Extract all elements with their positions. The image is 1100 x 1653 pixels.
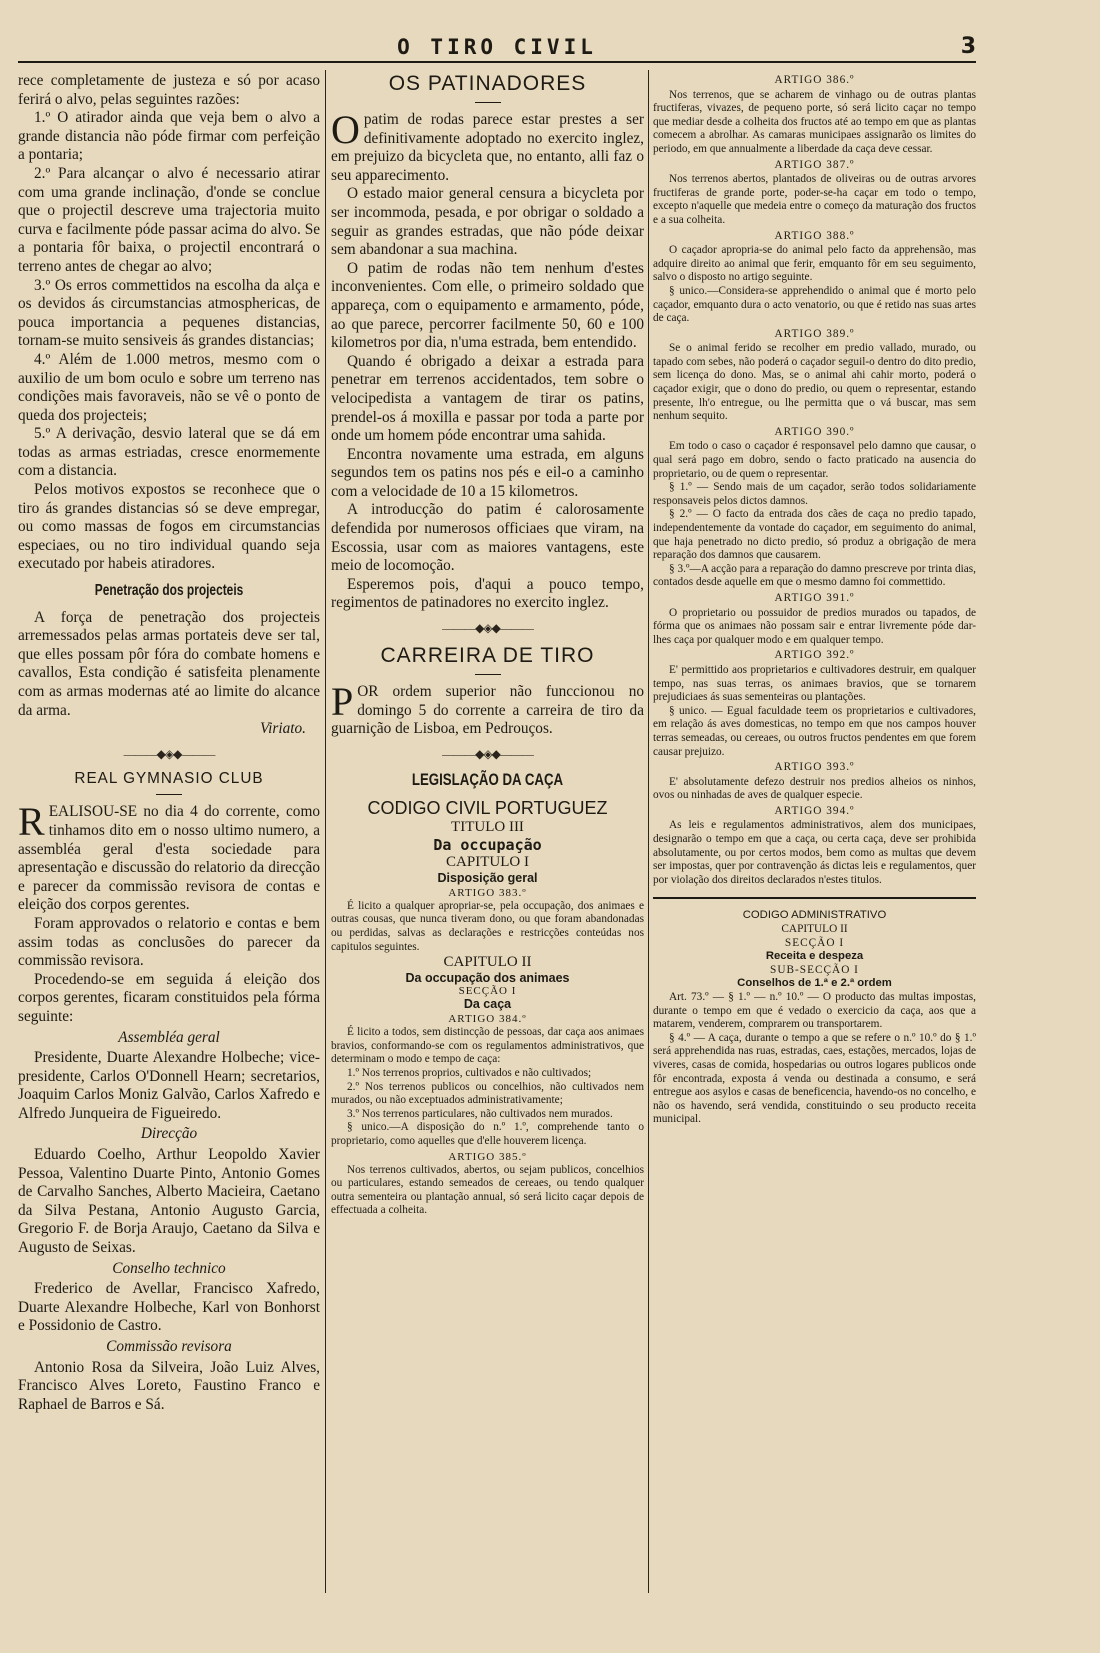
paragraph: As leis e regulamentos administrativos, alem dos municipaes, designarão o tempo em que a caça, ou certa caça, deve ser prohibida absolutamente, ou por certos modos, bem como as multas que devem ser impostas, quer por contravenção ás dictas leis e regulamentos, quer por violação dos direitos declarados n'estes titulos. bbox=[653, 819, 976, 886]
section-rule bbox=[653, 897, 976, 899]
paragraph: O proprietario ou possuidor de predios murados ou tapados, de fórma que os animaes não possam sair e entrar livremente póde dar-lhes caça por qualquer modo e em qualquer tempo. bbox=[653, 606, 976, 646]
paragraph: 1.º O atirador ainda que veja bem o alvo a grande distancia não póde firmar com perfeição a pontaria; bbox=[18, 109, 320, 164]
drop-cap: O bbox=[331, 107, 360, 152]
article-number: ARTIGO 390.º bbox=[774, 425, 855, 438]
paragraph: § 3.º—A acção para a reparação do damno prescreve por trinta dias, contados desde aquelle em que o mesmo damno foi commettido. bbox=[653, 562, 976, 589]
paragraph: 5.º A derivação, desvio lateral que se dá em todas as armas estriadas, cresce enormemente com a distancia. bbox=[18, 425, 320, 480]
paragraph: Nos terrenos cultivados, abertos, ou sejam publicos, concelhios ou particulares, estando semeados de cereaes, ou tendo qualquer outra sementeira ou plantação annual, só será licito caçar depois de effectuada a colheita. bbox=[331, 1163, 644, 1217]
paragraph: E' absolutamente defezo destruir nos predios alheios os ninhos, ovos ou ninhadas de aves de qualquer especie. bbox=[653, 775, 976, 802]
article-title: REAL GYMNASIO CLUB bbox=[74, 769, 264, 787]
paragraph: Foram approvados o relatorio e contas e bem assim todas as conclusões do parecer da commissão revisora. bbox=[18, 914, 320, 970]
paragraph: § unico. — Egual faculdade teem os proprietarios e cultivadores, em relação ás aves domesticas, no tempo em que nos campos houver terras semeadas, ou cereaes, ou outros fructos pendentes em que forem causar prejuizo. bbox=[653, 704, 976, 758]
paragraph: 4.º Além de 1.000 metros, mesmo com o auxilio de um bom oculo e sobre um terreno nas condições mais favoraveis, não se vê o ponto de queda dos projecteis; bbox=[18, 350, 320, 424]
article-title: LEGISLAÇÃO DA CAÇA bbox=[411, 769, 564, 789]
paragraph: Se o animal ferido se recolher em predio vallado, murado, ou tapado com sebes, não poderá o caçador seguil-o dentro do dito predio, sem licença do dono. Mas, se o animal ahi cahir morto, poderá o caçador exigir, que o dono do predio, ou quem o representar, estando presente, lh'o entregue, ou lhe permitta que o vá buscar, mas sem nenhum sequito. bbox=[653, 342, 976, 423]
paragraph: § unico.—Considera-se apprehendido o animal que é morto pelo caçador, emquanto dura o acto venatorio, ou que é retido nas suas artes de caça. bbox=[653, 284, 976, 325]
article-number: ARTIGO 383.º bbox=[448, 886, 527, 899]
paragraph: § 2.º — O facto da entrada dos cães de caça no predio tapado, independentemente da vontade do caçador, em seguimento do animal, que haja penetrado no dicto predio, só produz a obrigação de mera reparação dos damnos que causarem. bbox=[653, 508, 976, 562]
paragraph: É licito a todos, sem distincção de pessoas, dar caça aos animaes bravios, conformando-se com os regulamentos administrativos, que determinam o modo e tempo de caça: bbox=[331, 1026, 644, 1066]
subheading: Penetração dos projecteis bbox=[94, 582, 244, 600]
paragraph: rece completamente de justeza e só por acaso ferirá o alvo, pelas seguintes razões: bbox=[18, 72, 320, 108]
paragraph: Eduardo Coelho, Arthur Leopoldo Xavier Pessoa, Valentino Duarte Pinto, Antonio Gomes de Carvalho Sanches, Alberto Macieira, Caetano da Silva Pestana, Antonio Augusto Garcia, Gregorio F. de Borja Araujo, Caetano da Silva e Augusto de Seixas. bbox=[18, 1146, 320, 1257]
article-number: ARTIGO 387.º bbox=[774, 158, 855, 171]
paragraph: 3.º Nos terrenos particulares, não cultivados nem murados. bbox=[347, 1107, 613, 1120]
paragraph: Encontra novamente uma estrada, em alguns segundos tem os patins nos pés e eil-o a caminho com a velocidade de 10 a 15 kilometros. bbox=[331, 445, 644, 500]
paragraph: O patim de rodas não tem nenhum d'estes inconvenientes. Com elle, o primeiro soldado que appareça, com o equipamento e armamento, póde, ao que parece, percorrer facilmente 50, 60 e 100 kilometros por dia, n'uma estrada, bem entendido. bbox=[331, 259, 644, 352]
page-number: 3 bbox=[960, 34, 976, 59]
article-number: ARTIGO 384.º bbox=[448, 1013, 527, 1026]
drop-cap: P bbox=[331, 679, 354, 725]
paragraph: Pelos motivos expostos se reconhece que o tiro ás grandes distancias só se deve empregar, ou como massas de fogos em circumstancias especiaes, ou no tiro individual quando seja executado por habeis atiradores. bbox=[18, 481, 320, 573]
article-number: ARTIGO 386.º bbox=[774, 74, 855, 86]
newspaper-title: O TIRO CIVIL bbox=[397, 35, 597, 59]
column-3 bbox=[653, 72, 976, 1583]
column-1 bbox=[18, 72, 320, 1583]
section-heading: Conselho technico bbox=[112, 1259, 226, 1277]
article-number: ARTIGO 394.º bbox=[774, 804, 855, 817]
chapter-heading: CAPITULO I bbox=[446, 853, 529, 870]
paragraph: O caçador apropria-se do animal pelo facto da apprehensão, mas adquire direito ao animal que ferir, emquanto fôr em seu seguimento, salvo o disposto no artigo seguinte. bbox=[653, 244, 976, 284]
paragraph: Antonio Rosa da Silveira, João Luiz Alves, Francisco Alves Loreto, Faustino Franco e Raphael de Barros e Sá. bbox=[18, 1358, 320, 1413]
article-number: ARTIGO 388.º bbox=[774, 229, 855, 242]
paragraph: Nos terrenos abertos, plantados de oliveiras ou de outras arvores fructiferas de grande porte, poder-se-ha caçar em todo o tempo, excepto n'aquelle que medeia entre o começo da maturação dos fructos e a sua colheita. bbox=[653, 173, 976, 226]
titulo-subheading: Da occupação bbox=[433, 835, 542, 854]
section-heading: SECÇÃO I bbox=[784, 936, 845, 949]
article-title: CARREIRA DE TIRO bbox=[380, 644, 595, 668]
code-title: CODIGO ADMINISTRATIVO bbox=[742, 909, 887, 922]
article-number: ARTIGO 392.º bbox=[774, 649, 855, 662]
article-number: ARTIGO 391.º bbox=[774, 591, 855, 604]
drop-cap: R bbox=[18, 799, 45, 845]
paragraph: E' permittido aos proprietarios e cultivadores destruir, em qualquer tempo, nas suas terras, os animaes bravios, que se tornarem prejudiciaes ás suas sementeiras ou plantações. bbox=[653, 663, 976, 704]
subsection-subheading: Conselhos de 1.ª e 2.ª ordem bbox=[737, 977, 892, 990]
section-heading: SECÇÃO I bbox=[458, 985, 517, 998]
paragraph: A introducção do patim é calorosamente defendida por numerosos officiaes que viram, na Escossia, usar com as maiores vantagens, este meio de locomoção. bbox=[331, 501, 644, 575]
paragraph: Nos terrenos, que se acharem de vinhago ou de outras plantas fructiferas, vivazes, de pequeno porte, só será licito caçar no tempo que mediar desde a colheita dos fructos até ao tempo em que as plantas comecem a abrolhar. As camaras municipaes assignarão os limites do periodo, em que annualmente a liberdade da caça deve cessar. bbox=[653, 88, 976, 155]
paragraph: § unico.—A disposição do n.º 1.º, comprehende tanto o proprietario, como aquelles que d'elle houverem licença. bbox=[331, 1121, 644, 1147]
article-title: OS PATINADORES bbox=[388, 72, 587, 95]
section-heading: Direcção bbox=[140, 1125, 198, 1143]
signature: Viriato. bbox=[259, 720, 306, 738]
paragraph: 2.º Nos terrenos publicos ou concelhios, não cultivados nem murados, ou não exceptuados administrativamente; bbox=[331, 1080, 644, 1107]
paragraph: Esperemos pois, d'aqui a pouco tempo, regimentos de patinadores no exercito inglez. bbox=[331, 575, 644, 612]
chapter-heading: CAPITULO II bbox=[781, 923, 848, 936]
title-dash bbox=[475, 674, 501, 675]
paragraph: § 1.º — Sendo mais de um caçador, serão todos solidariamente responsaveis pelos dictos damnos. bbox=[653, 481, 976, 507]
column-divider bbox=[325, 70, 326, 1593]
section-heading: Assembléa geral bbox=[118, 1028, 220, 1046]
section-heading: Commissão revisora bbox=[106, 1338, 232, 1355]
paragraph: Presidente, Duarte Alexandre Holbeche; vice-presidente, Carlos O'Donnell Hearn; secretarios, Joaquim Carlos Moniz Galvão, Carlos Xafredo e Alfredo Junqueira de Figueiredo. bbox=[18, 1049, 320, 1122]
paragraph: 1.º Nos terrenos proprios, cultivados e não cultivados; bbox=[347, 1066, 592, 1079]
section-subheading: Receita e despeza bbox=[765, 950, 864, 963]
titulo-heading: TITULO III bbox=[451, 818, 524, 835]
chapter-heading: CAPITULO II bbox=[443, 954, 532, 971]
article-number: ARTIGO 393.º bbox=[774, 761, 855, 774]
paragraph: Frederico de Avellar, Francisco Xafredo, Duarte Alexandre Holbeche, Karl von Bonhorst e Possidonio de Castro. bbox=[18, 1280, 320, 1335]
ornament-divider: ———◆◈◆——— bbox=[442, 746, 533, 761]
paragraph: REALISOU-SE no dia 4 do corrente, como tinhamos dito em o nosso ultimo numero, a assembléa geral d'esta sociedade para apresentação e discussão do relatorio da direcção e parecer da commissão revisora de contas e eleição dos corpos gerentes. bbox=[18, 799, 320, 914]
paragraph: Art. 73.º — § 1.º — n.º 10.º — O producto das multas impostas, durante o tempo em que é vedado o exercicio da caça, aos que a matarem, venderem, comprarem ou transportarem. bbox=[653, 991, 976, 1031]
chapter-subheading: Disposição geral bbox=[437, 870, 538, 885]
column-divider bbox=[648, 70, 649, 1593]
article-number: ARTIGO 389.º bbox=[774, 327, 855, 340]
title-dash bbox=[475, 102, 501, 103]
title-dash bbox=[156, 794, 182, 795]
paragraph: A força de penetração dos projecteis arremessados pelas armas portateis deve ser tal, que elles possam pôr fóra do combate homens e cavallos, Esta condição é satisfeita plenamente com as armas modernas até ao limite do alcance da arma. bbox=[18, 608, 320, 719]
paragraph: Opatim de rodas parece estar prestes a ser definitivamente adoptado no exercito inglez, em prejuizo da bicycleta que, no entanto, alli faz o seu apparecimento. bbox=[331, 107, 644, 184]
column-2 bbox=[331, 72, 644, 1583]
code-title: CODIGO CIVIL PORTUGUEZ bbox=[367, 797, 608, 818]
ornament-divider: ———◆◈◆——— bbox=[123, 746, 215, 761]
paragraph: Em todo o caso o caçador é responsavel pelo damno que causar, o qual será pago em dobro, sendo o facto praticado na ausencia do proprietario, ou de quem o representar. bbox=[653, 440, 976, 480]
section-subheading: Da caça bbox=[463, 997, 512, 1012]
paragraph: É licito a qualquer apropriar-se, pela occupação, dos animaes e outras cousas, que nunca tiveram dono, ou que foram abandonadas ou perdidas, salvas as declarações e restricções conteúdas nos capitulos seguintes. bbox=[331, 899, 644, 953]
ornament-divider: ———◆◈◆——— bbox=[442, 621, 533, 636]
paragraph: O estado maior general censura a bicycleta por ser incommoda, pesada, e por obrigar o soldado a seguir as grandes estradas, que não póde deixar sem abandonar a sua machina. bbox=[331, 185, 644, 259]
paragraph: POR ordem superior não funccionou no domingo 5 do corrente a carreira de tiro da guarnição de Lisboa, em Pedrouços. bbox=[331, 679, 644, 738]
paragraph: § 4.º — A caça, durante o tempo a que se refere o n.º 10.º do § 1.º será apprehendida nas ruas, estradas, caes, estações, mercados, lojas de viveres, casas de comida, hospedarias ou outros logares publicos onde fôr encontrada, exposta á venda ou destinada a consumo, e será entregue aos asylos e casas de beneficencia, havendo-os no concelho, e não os havendo, será vendida, constituindo o seu producto receita municipal. bbox=[653, 1031, 976, 1126]
paragraph: Quando é obrigado a deixar a estrada para penetrar em terrenos accidentados, tem sobre o velocipedista a vantagem de tirar os patins, prendel-os á moxilla e passar por toda a parte por onde um homem póde encontrar uma sahida. bbox=[331, 352, 644, 445]
subsection-heading: SUB-SECÇÃO I bbox=[770, 963, 859, 976]
header-rule bbox=[18, 61, 976, 63]
chapter-subheading: Da occupação dos animaes bbox=[405, 971, 570, 986]
article-number: ARTIGO 385.º bbox=[448, 1150, 527, 1163]
paragraph: Procedendo-se em seguida á eleição dos corpos gerentes, ficaram constituidos pela fórma seguinte: bbox=[18, 970, 320, 1025]
page-header bbox=[18, 32, 976, 66]
paragraph: 2.º Para alcançar o alvo é necessario atirar com uma grande inclinação, d'onde se conclue que o projectil descreve uma trajectoria muito curva e facilmente póde passar acima do alvo. Se a pontaria fôr baixa, o projectil encontrará o terreno antes de chegar ao alvo; bbox=[18, 164, 320, 275]
paragraph: 3.º Os erros commettidos na escolha da alça e os devidos ás circumstancias atmosphericas, de pouca importancia a pequenes distancias, tornam-se muito sensiveis ás grandes distancias; bbox=[18, 276, 320, 350]
